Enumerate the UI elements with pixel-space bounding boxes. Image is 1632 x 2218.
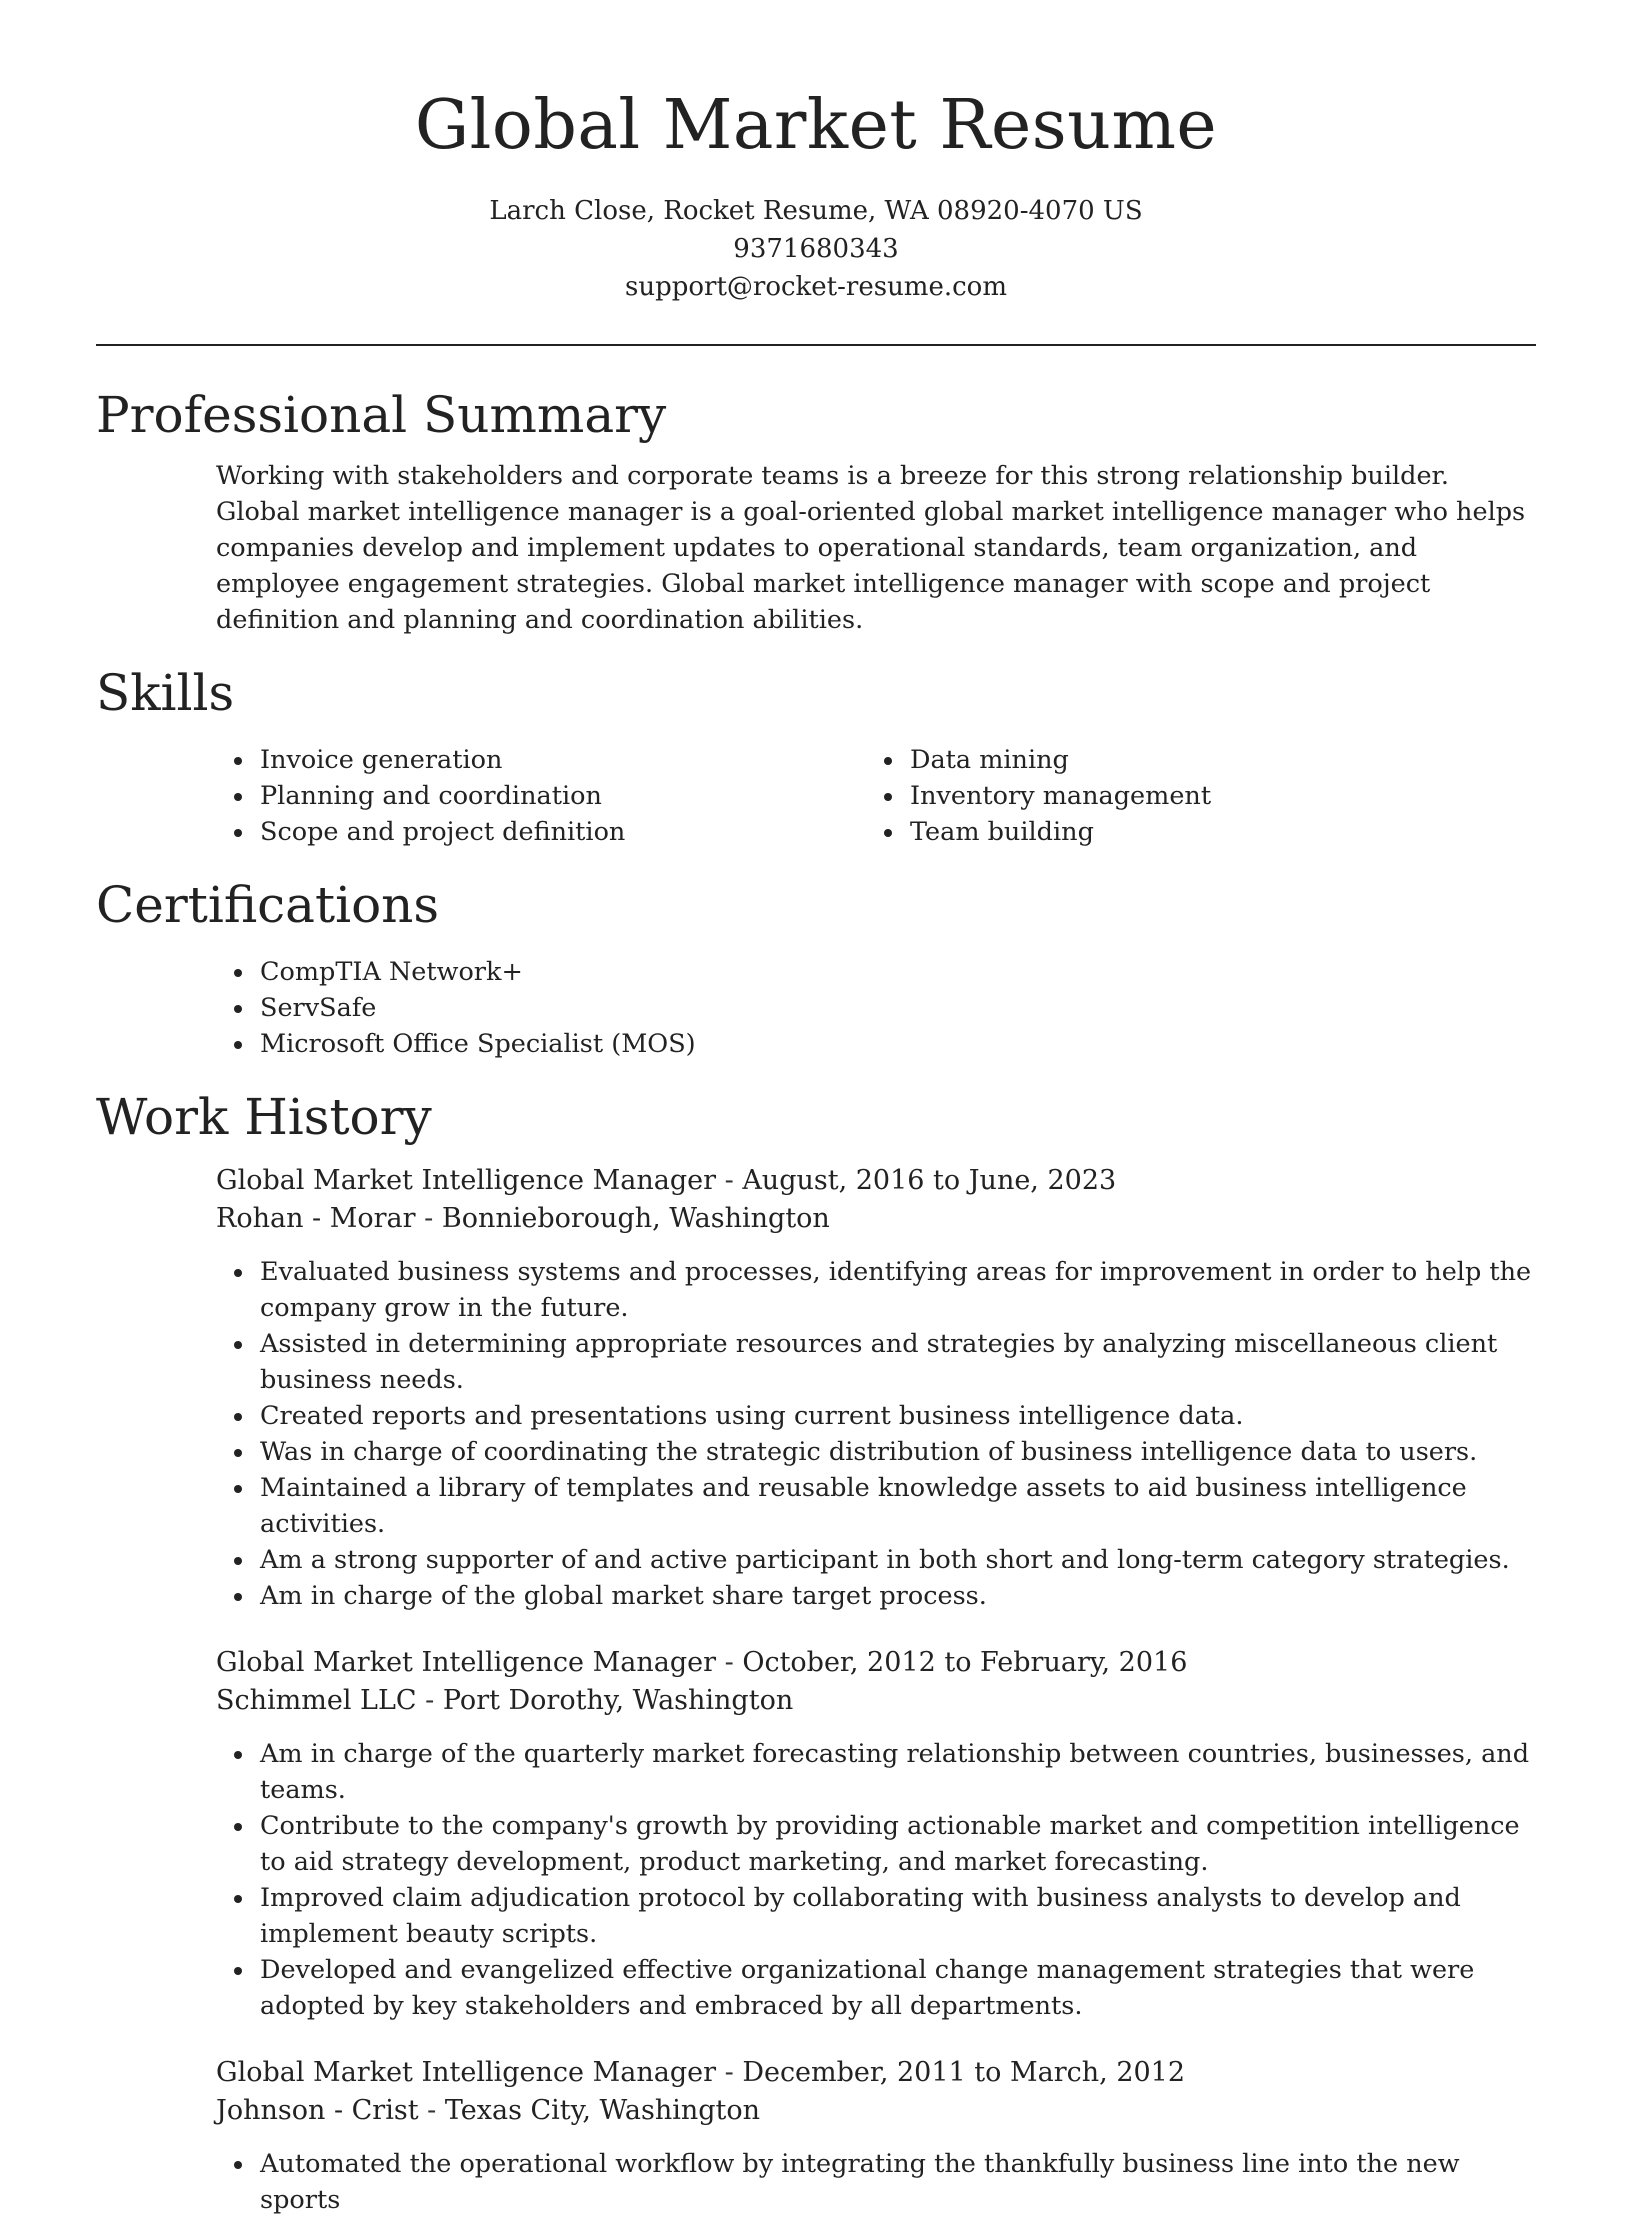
job-title-line [216, 2054, 1536, 2092]
job-location: Port Dorothy, Washington [442, 1685, 794, 1716]
job-title-line [216, 1644, 1536, 1682]
skills-section [96, 662, 1536, 850]
job-bullets [260, 2146, 1536, 2218]
job-bullet: Assisted in determining appropriate resources and strategies by analyzing miscellaneous client business needs. [260, 1326, 1536, 1398]
job-bullet: Am in charge of the quarterly market forecasting relationship between countries, businesses, and teams. [260, 1736, 1536, 1808]
job-company: Rohan - Morar [216, 1203, 416, 1234]
skill-item: Invoice generation [260, 742, 910, 778]
skill-item: Scope and project definition [260, 814, 910, 850]
separator: - [416, 1685, 443, 1716]
skills-heading: Skills [96, 664, 235, 722]
contact-info [96, 192, 1536, 306]
job-bullet: Maintained a library of templates and reusable knowledge assets to aid business intelligence activities. [260, 1470, 1536, 1542]
job-company-line [216, 2092, 1536, 2130]
header-divider [96, 344, 1536, 346]
job-bullet: Am in charge of the global market share target process. [260, 1578, 1536, 1614]
job-bullet: Contribute to the company's growth by providing actionable market and competition intelligence to aid strategy development, product marketing, and market forecasting. [260, 1808, 1536, 1880]
job-bullet: Was in charge of coordinating the strategic distribution of business intelligence data to users. [260, 1434, 1536, 1470]
certification-item: ServSafe [260, 990, 1536, 1026]
job-bullets [260, 1736, 1536, 2024]
certification-item: CompTIA Network+ [260, 954, 1536, 990]
job-company-line [216, 1682, 1536, 1720]
job-dates: October, 2012 to February, 2016 [742, 1647, 1188, 1678]
resume-name: Global Market Resume [414, 86, 1218, 165]
skill-item: Planning and coordination [260, 778, 910, 814]
contact-email: support@rocket-resume.com [624, 272, 1007, 302]
job-entry [96, 1162, 1536, 1614]
separator: - [418, 2095, 445, 2126]
skills-column-1 [260, 742, 910, 850]
separator: - [716, 1647, 743, 1678]
summary-section [96, 384, 1536, 638]
job-dates: August, 2016 to June, 2023 [742, 1165, 1117, 1196]
job-bullets [260, 1254, 1536, 1614]
job-company-line [216, 1200, 1536, 1238]
certifications-list [260, 954, 1536, 1062]
job-title: Global Market Intelligence Manager [216, 2057, 717, 2088]
certifications-section [96, 874, 1536, 1062]
job-location: Bonnieborough, Washington [441, 1203, 830, 1234]
job-bullet: Automated the operational workflow by integrating the thankfully business line into the new sports [260, 2146, 1536, 2218]
job-bullet: Evaluated business systems and processes, identifying areas for improvement in order to help the company grow in the future. [260, 1254, 1536, 1326]
job-entry [96, 2054, 1536, 2218]
job-title: Global Market Intelligence Manager [216, 1647, 717, 1678]
job-title-line [216, 1162, 1536, 1200]
job-entry [96, 1644, 1536, 2024]
resume-header [96, 0, 1536, 306]
job-location: Texas City, Washington [444, 2095, 761, 2126]
job-bullet: Am a strong supporter of and active participant in both short and long-term category strategies. [260, 1542, 1536, 1578]
skills-grid [96, 742, 1536, 850]
contact-address: Larch Close, Rocket Resume, WA 08920-4070 US [489, 196, 1143, 226]
job-bullet: Improved claim adjudication protocol by collaborating with business analysts to develop and implement beauty scripts. [260, 1880, 1536, 1952]
contact-phone: 9371680343 [733, 234, 899, 264]
resume-page [96, 0, 1536, 2218]
summary-text: Working with stakeholders and corporate teams is a breeze for this strong relationship builder. Global market intelligence manager is a goal-oriented global market intelligence manager who helps companies develop and implement updates to operational standards, team organization, and employee engagement strategies. Global market intelligence manager with scope and project definition and planning and coordination abilities. [216, 461, 1526, 635]
summary-heading: Professional Summary [96, 386, 667, 444]
job-dates: December, 2011 to March, 2012 [742, 2057, 1186, 2088]
skill-item: Data mining [910, 742, 1211, 778]
skill-item: Team building [910, 814, 1211, 850]
separator: - [716, 1165, 743, 1196]
job-company: Johnson - Crist [216, 2095, 419, 2126]
job-company: Schimmel LLC [216, 1685, 417, 1716]
separator: - [716, 2057, 743, 2088]
skills-column-2 [910, 742, 1211, 850]
job-title: Global Market Intelligence Manager [216, 1165, 717, 1196]
work-history-heading: Work History [96, 1088, 432, 1146]
work-history-section [96, 1086, 1536, 2218]
certifications-heading: Certifications [96, 876, 440, 934]
skill-item: Inventory management [910, 778, 1211, 814]
job-bullet: Created reports and presentations using current business intelligence data. [260, 1398, 1536, 1434]
certification-item: Microsoft Office Specialist (MOS) [260, 1026, 1536, 1062]
separator: - [415, 1203, 442, 1234]
job-bullet: Developed and evangelized effective organizational change management strategies that were adopted by key stakeholders and embraced by all departments. [260, 1952, 1536, 2024]
